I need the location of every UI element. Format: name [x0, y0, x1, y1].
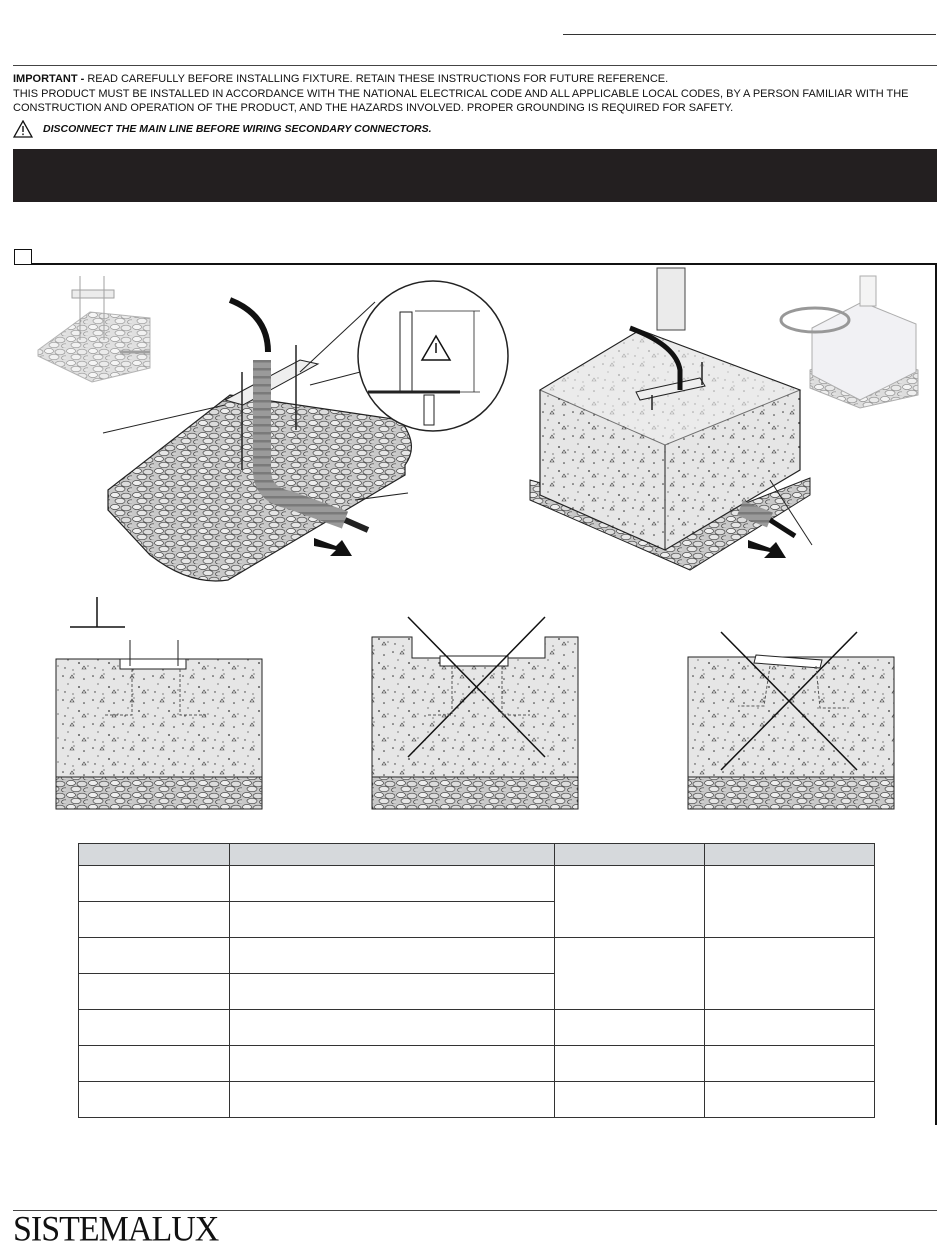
table-cell	[230, 938, 555, 974]
sub-step-marker	[70, 597, 125, 627]
thumbnail-left	[38, 276, 150, 382]
table-cell	[230, 866, 555, 902]
thumbnail-right	[781, 276, 918, 408]
table-cell	[230, 974, 555, 1010]
code-compliance-text: THIS PRODUCT MUST BE INSTALLED IN ACCORDANCE WITH THE NATIONAL ELECTRICAL CODE AND ALL APPLICABLE LOCAL CODES, BY A PERSON FAMILIAR WITH THE CONSTRUCTION AND OPERATION OF THE PRODUCT, AND THE HAZARDS INVOLVED. PROPER GROUNDING IS REQUIRED FOR SAFETY.	[13, 87, 909, 114]
section-correct	[56, 640, 262, 809]
table-row	[79, 1010, 875, 1046]
table-row	[79, 866, 875, 902]
table-header-row	[79, 844, 875, 866]
table-cell	[555, 1046, 705, 1082]
table-cell	[705, 1046, 875, 1082]
table-cell	[555, 866, 705, 938]
table-cell	[79, 866, 230, 902]
table-cell	[79, 1010, 230, 1046]
important-text: READ CAREFULLY BEFORE INSTALLING FIXTURE. RETAIN THESE INSTRUCTIONS FOR FUTURE REFERENCE.	[84, 73, 669, 85]
table-cell	[555, 938, 705, 1010]
table-row	[79, 1046, 875, 1082]
table-cell	[705, 1010, 875, 1046]
table-row	[79, 938, 875, 974]
spec-table	[78, 843, 875, 1118]
table-cell	[230, 1046, 555, 1082]
detail-magnifier	[300, 281, 508, 431]
table-header-cell	[230, 844, 555, 866]
important-label: IMPORTANT -	[13, 73, 85, 85]
table-cell	[79, 902, 230, 938]
table-cell	[79, 974, 230, 1010]
table-cell	[79, 1046, 230, 1082]
table-cell	[230, 902, 555, 938]
table-cell	[555, 1082, 705, 1118]
right-concrete-block	[530, 268, 812, 570]
warning-text: DISCONNECT THE MAIN LINE BEFORE WIRING SECONDARY CONNECTORS.	[43, 123, 432, 135]
table-cell	[79, 1082, 230, 1118]
table-cell	[705, 866, 875, 938]
table-header-cell	[705, 844, 875, 866]
table-cell	[555, 1010, 705, 1046]
table-header-cell	[79, 844, 230, 866]
table-cell	[705, 938, 875, 1010]
table-cell	[79, 938, 230, 974]
brand-logo: SISTEMALUX	[13, 1210, 219, 1249]
table-cell	[230, 1082, 555, 1118]
table-header-cell	[555, 844, 705, 866]
section-wrong-recessed	[372, 617, 578, 809]
section-wrong-tilted	[688, 632, 894, 809]
table-cell	[230, 1010, 555, 1046]
table-cell	[705, 1082, 875, 1118]
table-row	[79, 1082, 875, 1118]
